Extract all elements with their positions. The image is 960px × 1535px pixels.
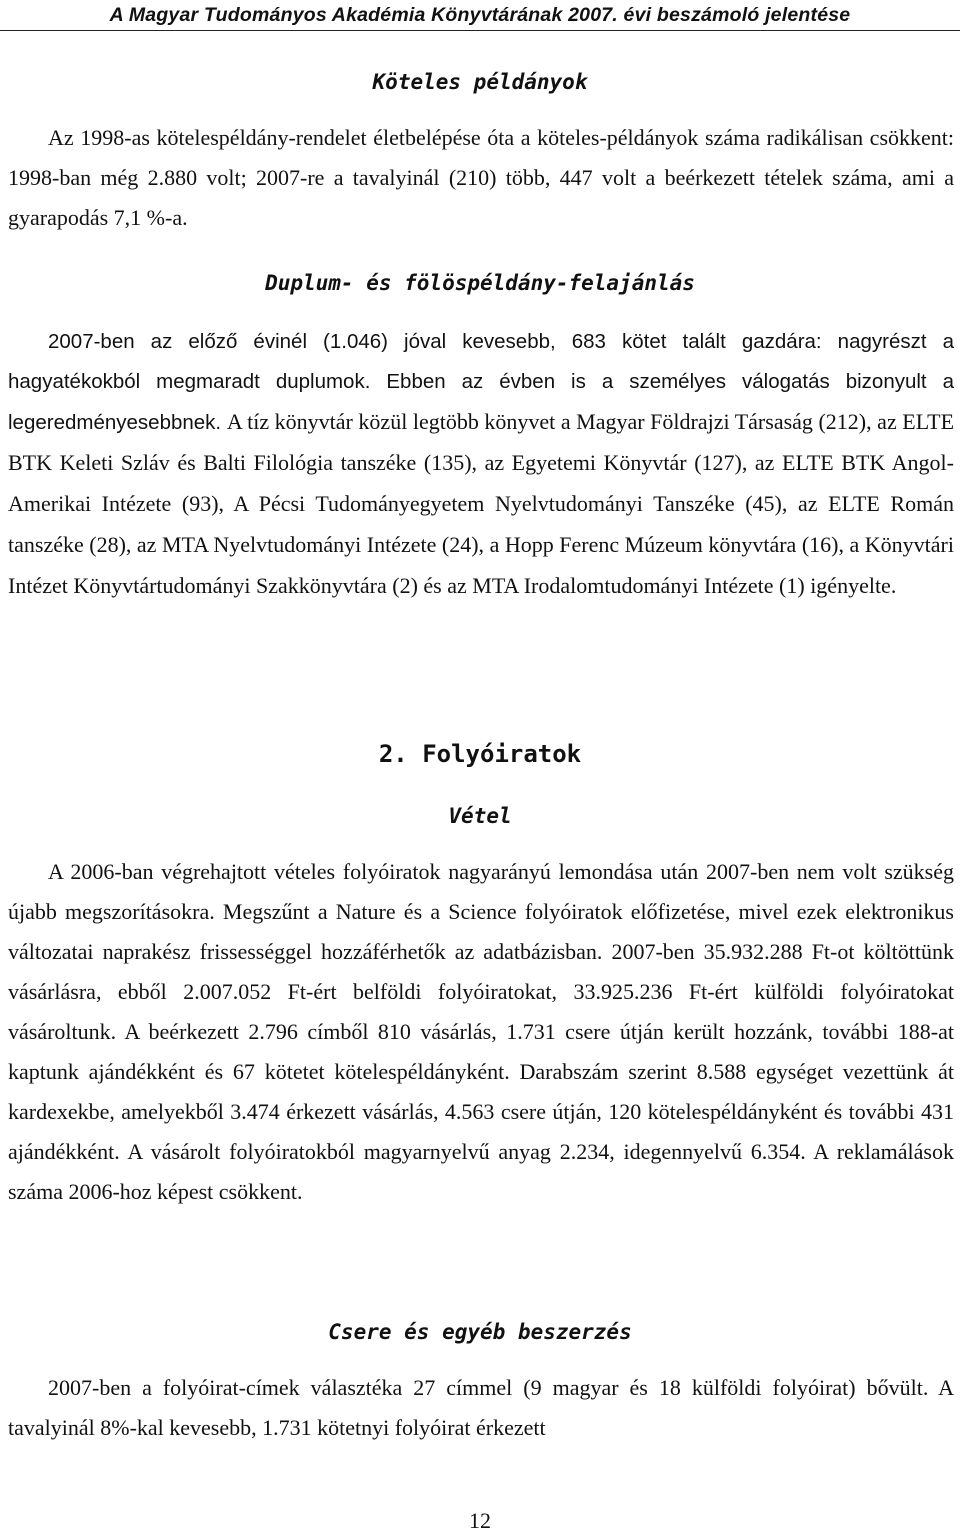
heading-duplum: Duplum- és fölöspéldány-felajánlás <box>265 271 695 295</box>
paragraph-csere: 2007-ben a folyóirat-címek választéka 27 címmel (9 magyar és 18 külföldi folyóirat) bővült. A tavalyinál 8%-kal kevesebb, 1.731 kötetnyi folyóirat érkezett <box>8 1375 954 1440</box>
page-number: 12 <box>469 1508 491 1533</box>
paragraph-duplum-part-a: 2007-ben az előző évinél (1.046) jóval kevesebb, 683 kötet talált gazdára: nagyrészt a hagyatékokból megmaradt duplumok. Ebben az évben is a személyes válogatás bizonyult a legeredményesebbnek. <box>8 330 954 434</box>
heading-koteles-peldanyok: Köteles példányok <box>372 70 588 94</box>
heading-csere: Csere és egyéb beszerzés <box>328 1320 632 1344</box>
paragraph-duplum-part-b: A tíz könyvtár közül legtöbb könyvet a Magyar Földrajzi Társaság (212), az ELTE BTK Keleti Szláv és Balti Filológia tanszéke (135), az Egyetemi Könyvtár (127), az ELTE BTK Angol-Amerikai Intézete (93), A Pécsi Tudományegyetem Nyelvtudományi Tanszéke (45), az ELTE Román tanszéke (28), az MTA Nyelvtudományi Intézete (24), a Hopp Ferenc Múzeum könyvtára (16), a Könyvtári Intézet Könyvtártudományi Szakkönyvtára (2) és az MTA Irodalomtudományi Intézete (1) igényelte. <box>8 409 955 598</box>
paragraph-vetel: A 2006-ban végrehajtott vételes folyóiratok nagyarányú lemondása után 2007-ben nem volt szükség újabb megszorításokra. Megszűnt a Nature és a Science folyóiratok előfizetése, mivel ezek elektronikus változatai naprakész frissességgel hozzáférhetők az adatbázisban. 2007-ben 35.932.288 Ft-ot költöttünk vásárlásra, ebből 2.007.052 Ft-ért belföldi folyóiratokat, 33.925.236 Ft-ért külföldi folyóiratokat vásároltunk. A beérkezett 2.796 címből 810 vásárlás, 1.731 csere útján került hozzánk, további 188-at kaptunk ajándékként és 67 kötetet kötelespéldányként. Darabszám szerint 8.588 egységet vezettünk át kardexekbe, amelyekből 3.474 érkezett vásárlás, 4.563 csere útján, 120 kötelespéldányként és további 431 ajándékként. A vásárolt folyóiratokból magyarnyelvű anyag 2.234, idegennyelvű 6.354. A reklamálások száma 2006-hoz képest csökkent. <box>8 859 954 1204</box>
paragraph-duplum <box>8 322 954 607</box>
heading-folyoiratok: 2. Folyóiratok <box>378 740 582 768</box>
paragraph-koteles: Az 1998-as kötelespéldány-rendelet életbelépése óta a köteles-példányok száma radikálisan csökkent: 1998-ban még 2.880 volt; 2007-re a tavalyinál (210) több, 447 volt a beérkezett tételek száma, ami a gyarapodás 7,1 %-a. <box>8 125 954 230</box>
running-header: A Magyar Tudományos Akadémia Könyvtárának 2007. évi beszámoló jelentése <box>0 0 960 31</box>
heading-vetel: Vétel <box>448 804 512 828</box>
